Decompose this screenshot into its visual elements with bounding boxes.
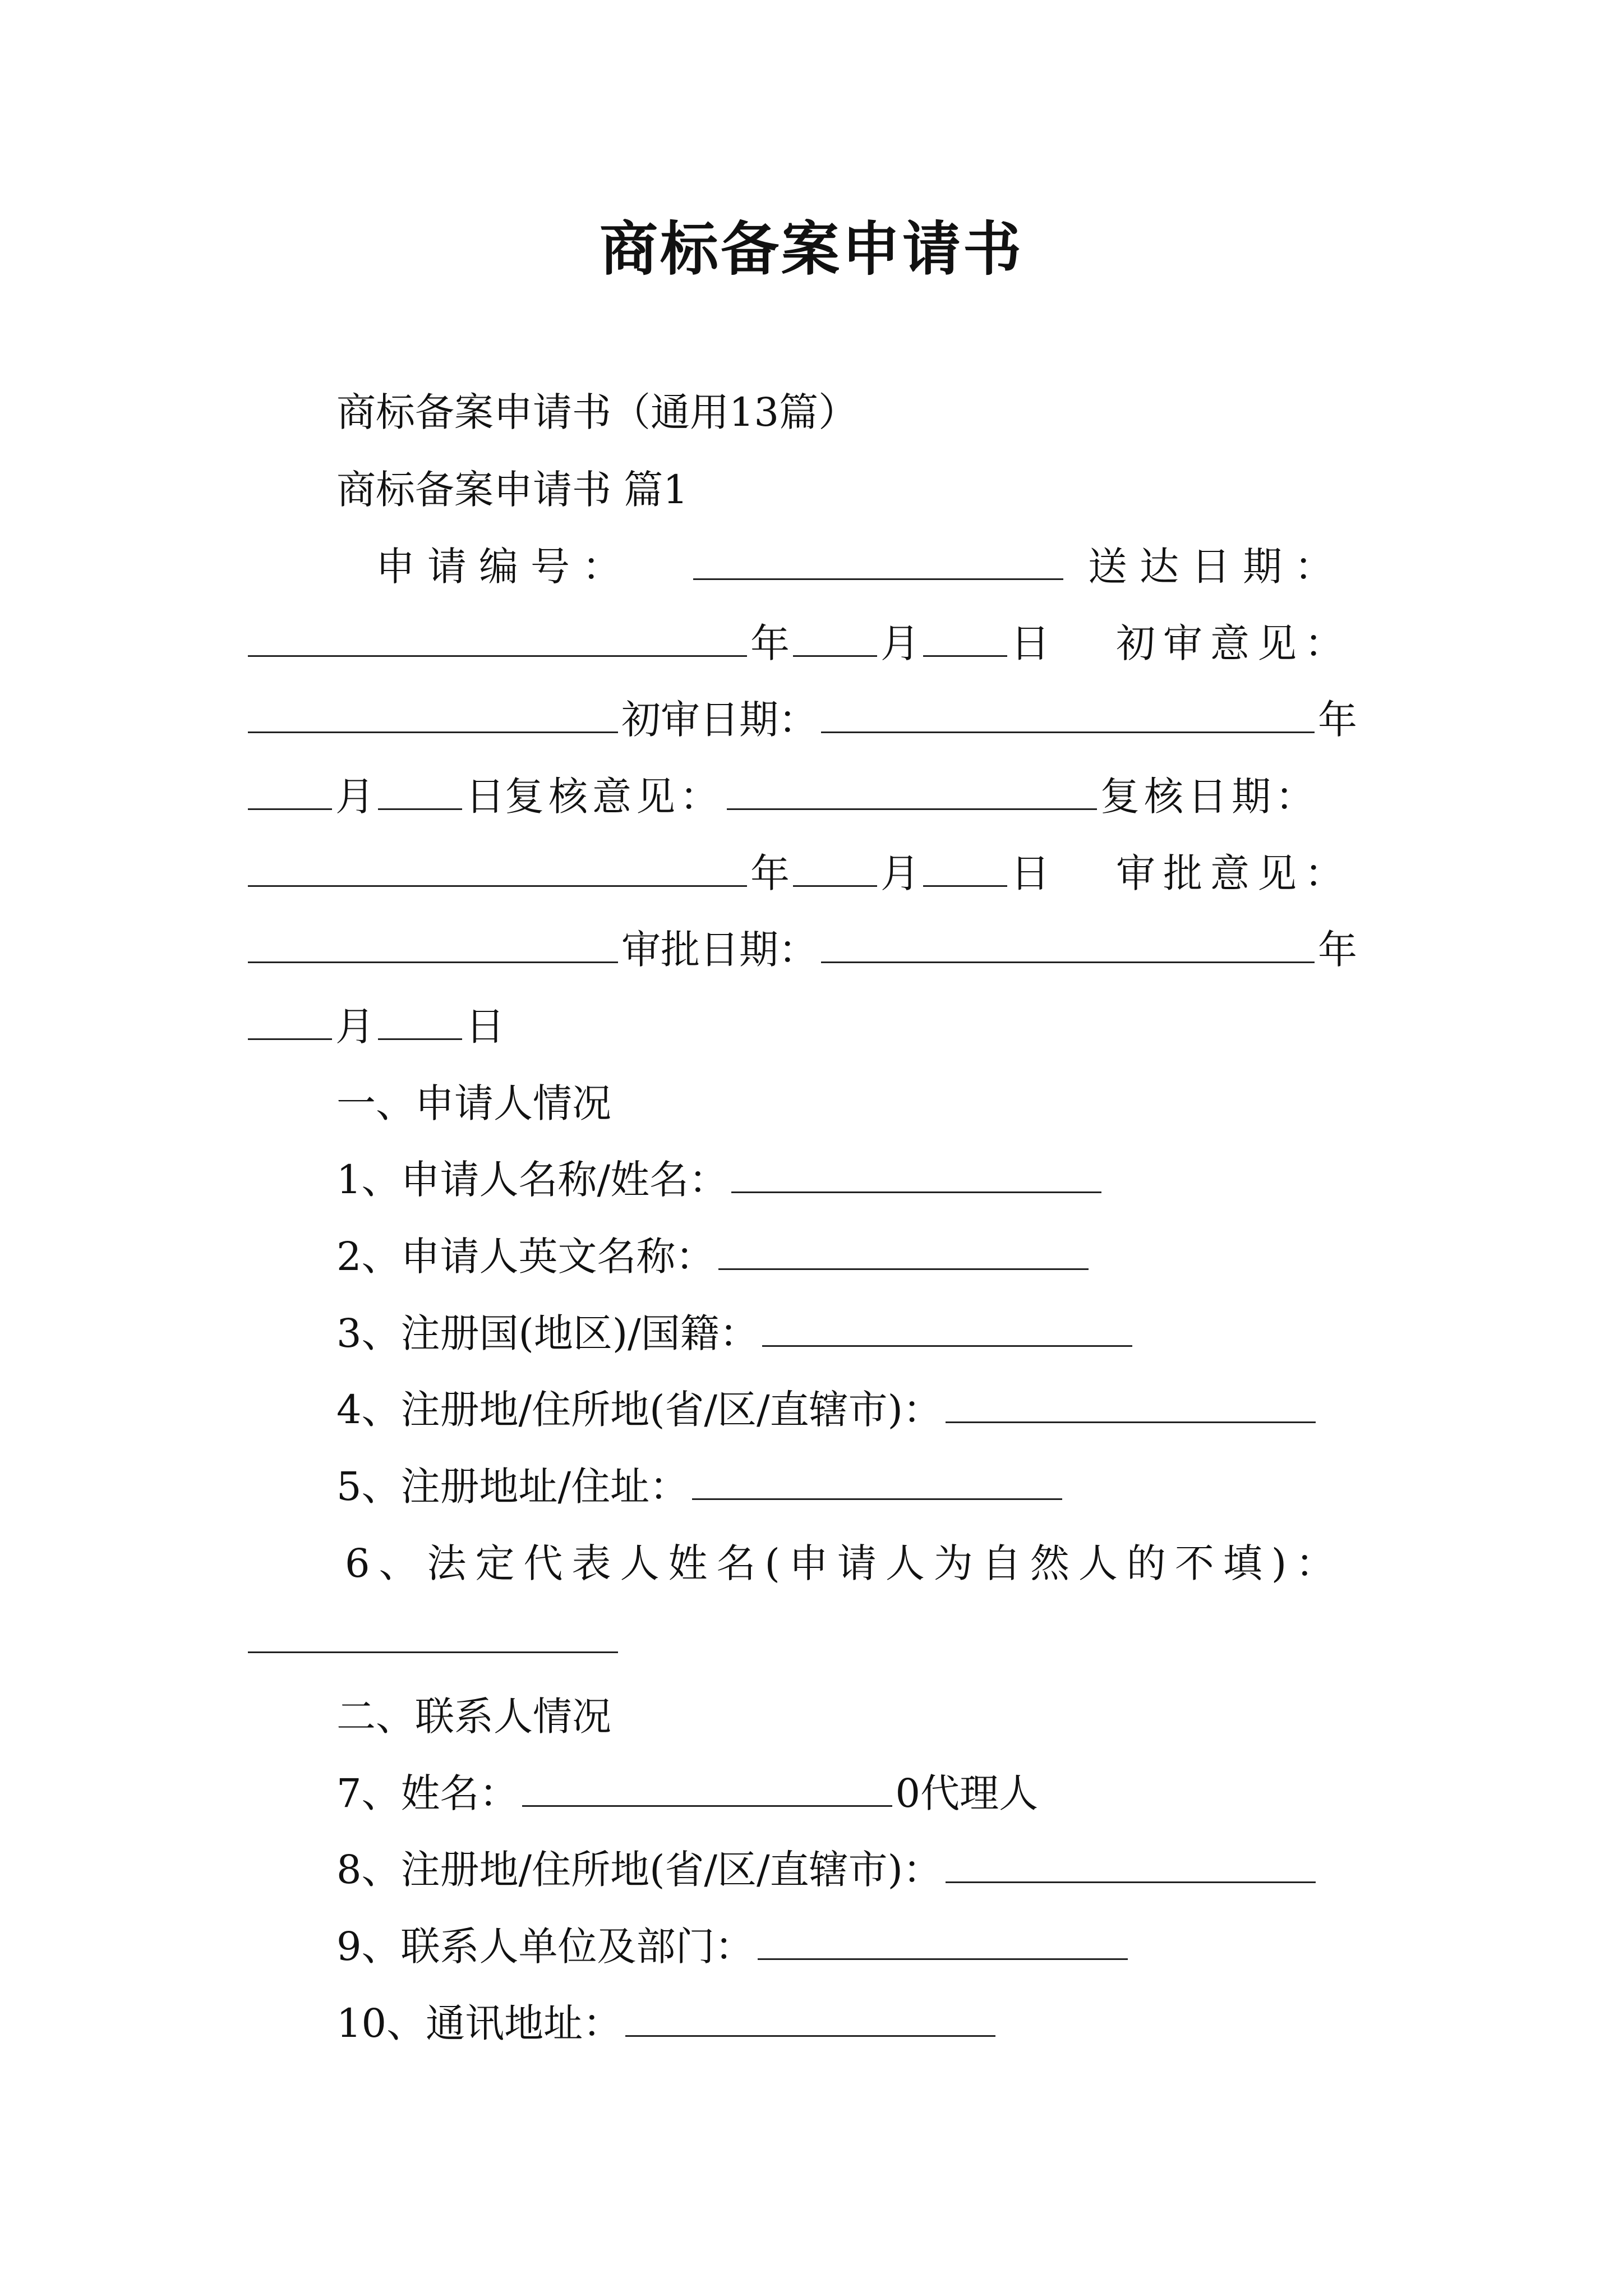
review-row: [245, 766, 1319, 827]
day-field[interactable]: [923, 850, 1007, 887]
day-label: 日: [465, 1004, 505, 1050]
application-number-label: 申请编号：: [376, 544, 634, 590]
approve-date-row: [245, 996, 505, 1057]
day-label: 日: [1011, 620, 1050, 666]
month-field[interactable]: [248, 774, 332, 810]
review-date-field[interactable]: [248, 850, 747, 887]
approve-row: [245, 919, 1357, 981]
item-label: 8、注册地/住所地(省/区/直辖市)：: [336, 1847, 942, 1893]
part2-heading: 二、联系人情况: [336, 1694, 611, 1740]
year-label: 年: [750, 620, 790, 666]
list-item: [336, 1149, 1105, 1211]
year-label: 年: [1318, 697, 1357, 743]
address-field[interactable]: [692, 1464, 1062, 1500]
list-item: [336, 1226, 1092, 1287]
review-opinion-label: 复核意见：: [505, 774, 723, 820]
contact-registration-place-field[interactable]: [946, 1847, 1316, 1883]
approve-opinion-field[interactable]: [248, 927, 618, 963]
item-label: 2、申请人英文名称：: [336, 1234, 715, 1280]
application-number-field[interactable]: [690, 536, 1067, 597]
first-opinion-field[interactable]: [248, 697, 618, 733]
list-item: [336, 1456, 1066, 1517]
month-field[interactable]: [793, 620, 877, 657]
subtitle: 商标备案申请书（通用13篇）: [336, 389, 858, 435]
approve-opinion-label: 审批意见：: [1116, 850, 1352, 896]
review-date-label: 复核日期：: [1100, 774, 1319, 820]
legal-representative-field[interactable]: [248, 1617, 618, 1653]
approve-date-label: 审批日期：: [621, 927, 818, 973]
first-date-label: 初审日期：: [621, 697, 818, 743]
item-label: 1、申请人名称/姓名：: [336, 1157, 728, 1203]
day-field[interactable]: [923, 620, 1007, 657]
item-label: 3、注册国(地区)/国籍：: [336, 1310, 759, 1356]
list-item: [336, 1303, 1136, 1364]
day-field[interactable]: [378, 1004, 462, 1040]
first-opinion-label: 初审意见：: [1116, 620, 1352, 666]
item-label: 7、姓名：: [336, 1770, 519, 1816]
item-label: 10、通讯地址：: [336, 2000, 623, 2046]
registration-place-field[interactable]: [946, 1387, 1316, 1423]
first-review-row: [245, 689, 1357, 751]
month-label: 月: [880, 850, 920, 896]
month-label: 月: [335, 1004, 375, 1050]
list-item: [336, 1763, 1038, 1824]
year-label: 年: [1318, 927, 1357, 973]
approve-date-field[interactable]: [821, 927, 1315, 963]
review-date-row: [245, 843, 1050, 904]
delivery-date-field[interactable]: [248, 620, 747, 657]
item-label: 4、注册地/住所地(省/区/直辖市)：: [336, 1387, 942, 1433]
list-item: [336, 1839, 1319, 1901]
contact-department-field[interactable]: [758, 1924, 1128, 1960]
day-label: 日: [465, 774, 505, 820]
list-item: [336, 1379, 1319, 1441]
part1-heading: 一、申请人情况: [336, 1080, 611, 1126]
month-field[interactable]: [793, 850, 877, 887]
section-title: 商标备案申请书 篇1: [336, 467, 688, 513]
list-item: [336, 1993, 999, 2054]
day-label: 日: [1011, 850, 1050, 896]
document-title: 商标备案申请书: [599, 215, 1023, 283]
list-item: [336, 1916, 1131, 1977]
list-item-label: 6、法定代表人姓名(申请人为自然人的不填)：: [345, 1540, 1344, 1586]
year-label: 年: [750, 850, 790, 896]
item-label: 5、注册地址/住址：: [336, 1464, 689, 1510]
delivery-date-label: 送达日期：: [1088, 544, 1346, 590]
item-label: 9、联系人单位及部门：: [336, 1924, 754, 1970]
applicant-english-name-field[interactable]: [718, 1234, 1089, 1270]
day-field[interactable]: [378, 774, 462, 810]
legal-rep-row: [245, 1609, 621, 1671]
review-opinion-field[interactable]: [727, 774, 1097, 810]
item-suffix: 0代理人: [895, 1770, 1039, 1816]
month-label: 月: [880, 620, 920, 666]
first-date-field[interactable]: [821, 697, 1315, 733]
delivery-date-row: [245, 613, 1050, 674]
contact-name-field[interactable]: [522, 1770, 892, 1807]
mailing-address-field[interactable]: [625, 2000, 995, 2037]
applicant-name-field[interactable]: [731, 1157, 1101, 1193]
month-field[interactable]: [248, 1004, 332, 1040]
country-field[interactable]: [762, 1310, 1132, 1347]
month-label: 月: [335, 774, 375, 820]
